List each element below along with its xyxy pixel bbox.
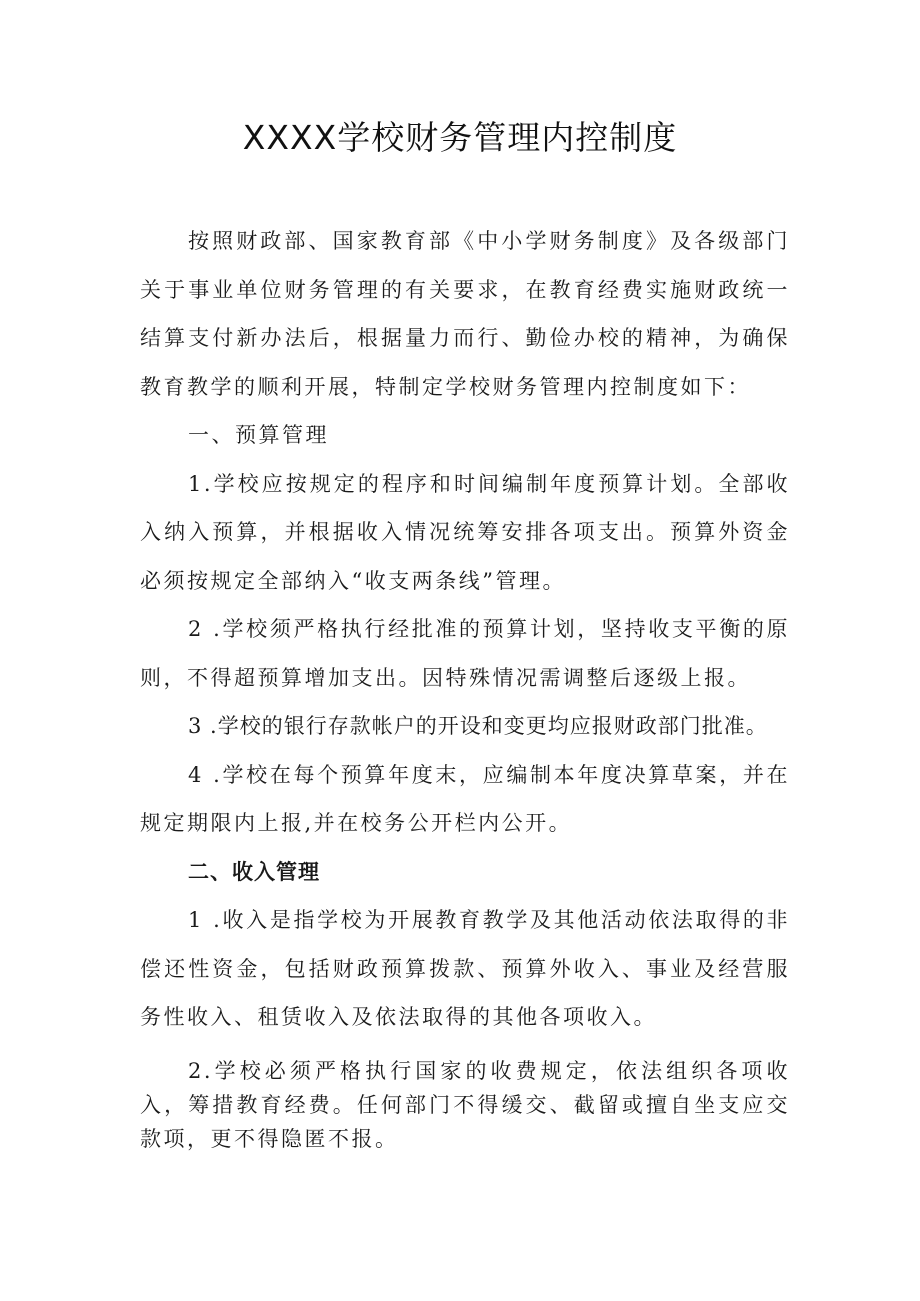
income-item-2: 2.学校必须严格执行国家的收费规定，依法组织各项收入，筹措教育经费。任何部门不得缓交、截留或擅自坐支应交款项，更不得隐匿不报。 [140,1058,790,1151]
budget-item-4: 4 .学校在每个预算年度末，应编制本年度决算草案，并在规定期限内上报,并在校务公开栏内公开。 [140,762,790,835]
section-heading-income: 二、收入管理 [188,859,320,884]
document-title: XXXX学校财务管理内控制度 [242,118,678,157]
intro-paragraph: 按照财政部、国家教育部《中小学财务制度》及各级部门关于事业单位财务管理的有关要求，在教育经费实施财政统一结算支付新办法后，根据量力而行、勤俭办校的精神，为确保教育教学的顺利开展，特制定学校财务管理内控制度如下： [140,229,790,399]
income-item-1: 1 .收入是指学校为开展教育教学及其他活动依法取得的非偿还性资金，包括财政预算拨款、预算外收入、事业及经营服务性收入、租赁收入及依法取得的其他各项收入。 [140,908,790,1029]
budget-item-3: 3 .学校的银行存款帐户的开设和变更均应报财政部门批准。 [188,714,768,738]
budget-item-2: 2 .学校须严格执行经批准的预算计划，坚持收支平衡的原则，不得超预算增加支出。因特殊情况需调整后逐级上报。 [140,617,790,690]
section-heading-budget: 一、预算管理 [188,423,329,447]
document-body [140,217,790,1156]
budget-item-1: 1.学校应按规定的程序和时间编制年度预算计划。全部收入纳入预算，并根据收入情况统筹安排各项支出。预算外资金必须按规定全部纳入“收支两条线”管理。 [140,471,790,593]
